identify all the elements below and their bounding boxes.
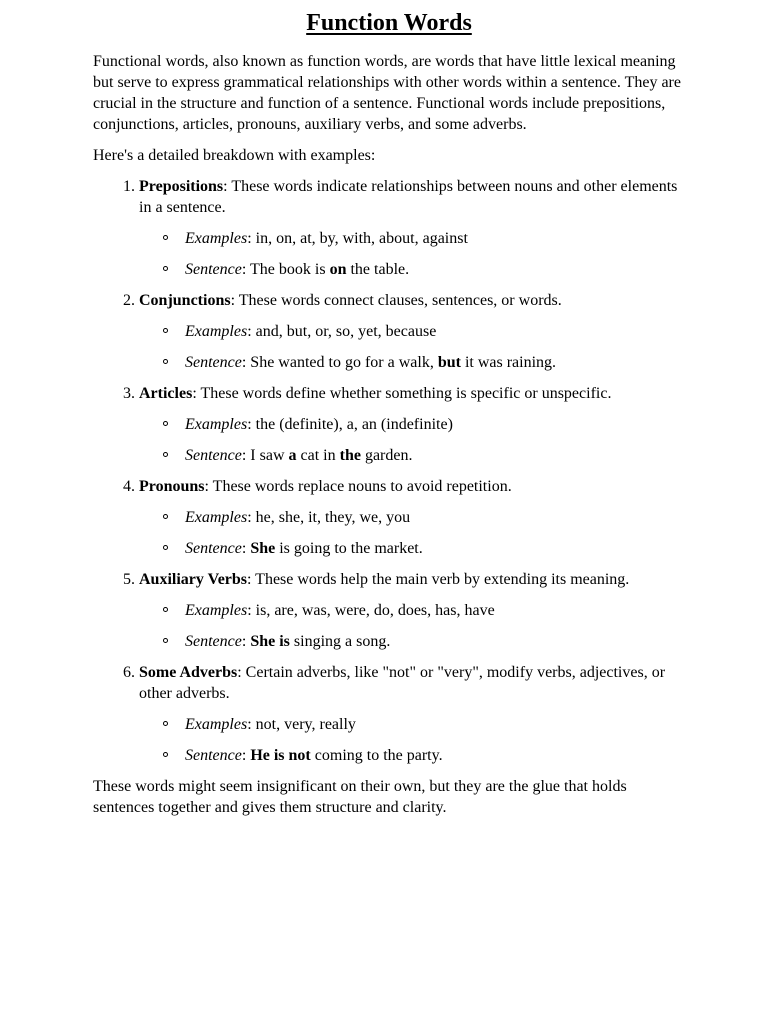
item-term: Some Adverbs: [139, 664, 238, 681]
examples-line: [139, 321, 685, 342]
item-term: Auxiliary Verbs: [139, 571, 248, 588]
document-page: [93, 8, 685, 818]
sentence-line: [139, 352, 685, 373]
sub-list: [139, 507, 685, 559]
sentence-label: Sentence: [185, 747, 242, 764]
circle-bullet-icon: [163, 638, 168, 643]
intro-paragraph: Functional words, also known as function words, are words that have little lexical meaning but serve to express grammatical relationships with other words within a sentence. They are crucial in the structure and function of a sentence. Functional words include prepositions, conjunctions, articles, pronouns, auxiliary verbs, and some adverbs.: [93, 53, 681, 133]
circle-bullet-icon: [163, 607, 168, 612]
item-number: 6.: [123, 664, 135, 681]
sentence-text: is going to the market.: [275, 540, 423, 557]
examples-text: : and, but, or, so, yet, because: [247, 323, 437, 340]
examples-label: Examples: [185, 323, 248, 340]
examples-line: [139, 228, 685, 249]
sentence-highlight: but: [437, 354, 461, 371]
item-description: : These words help the main verb by extending its meaning.: [247, 571, 630, 588]
item-description: : These words define whether something is specific or unspecific.: [192, 385, 612, 402]
circle-bullet-icon: [163, 721, 168, 726]
list-item-pronouns: [93, 476, 685, 559]
item-term: Pronouns: [139, 478, 205, 495]
sentence-label: Sentence: [185, 261, 242, 278]
sentence-label: Sentence: [185, 633, 242, 650]
sentence-line: [139, 259, 685, 280]
sentence-line: [139, 631, 685, 652]
item-number: 3.: [123, 385, 135, 402]
examples-label: Examples: [185, 602, 248, 619]
circle-bullet-icon: [163, 266, 168, 271]
examples-line: [139, 600, 685, 621]
sentence-label: Sentence: [185, 540, 242, 557]
examples-label: Examples: [185, 509, 248, 526]
sentence-text: : She wanted to go for a walk,: [241, 354, 438, 371]
sentence-highlight: She: [250, 540, 276, 557]
sentence-text: the table.: [346, 261, 410, 278]
item-number: 1.: [123, 178, 135, 195]
list-item-articles: [93, 383, 685, 466]
list-item-prepositions: [93, 176, 685, 280]
sentence-text: :: [241, 747, 251, 764]
item-term: Prepositions: [139, 178, 224, 195]
item-term: Conjunctions: [139, 292, 231, 309]
circle-bullet-icon: [163, 452, 168, 457]
item-number: 5.: [123, 571, 135, 588]
list-item-conjunctions: [93, 290, 685, 373]
examples-line: [139, 507, 685, 528]
sub-list: [139, 600, 685, 652]
sub-list: [139, 321, 685, 373]
sentence-label: Sentence: [185, 354, 242, 371]
page-title: Function Words: [306, 10, 472, 36]
sentence-text: it was raining.: [460, 354, 557, 371]
sentence-line: [139, 745, 685, 766]
sentence-highlight: She is: [250, 633, 290, 650]
item-term: Articles: [139, 385, 193, 402]
circle-bullet-icon: [163, 545, 168, 550]
item-number: 4.: [123, 478, 135, 495]
item-description: : These words connect clauses, sentences, or words.: [230, 292, 562, 309]
sentence-highlight: not: [288, 747, 311, 764]
circle-bullet-icon: [163, 514, 168, 519]
function-word-list: [93, 176, 685, 766]
item-description: : Certain adverbs, like "not" or "very", modify verbs, adjectives, or other adverbs.: [139, 664, 666, 702]
sentence-text: : I saw: [241, 447, 289, 464]
examples-line: [139, 414, 685, 435]
sentence-highlight: on: [329, 261, 347, 278]
circle-bullet-icon: [163, 359, 168, 364]
sentence-line: [139, 538, 685, 559]
sub-list: [139, 714, 685, 766]
sentence-text: : The book is: [241, 261, 330, 278]
examples-text: : not, very, really: [247, 716, 356, 733]
examples-label: Examples: [185, 230, 248, 247]
circle-bullet-icon: [163, 328, 168, 333]
examples-text: : he, she, it, they, we, you: [247, 509, 411, 526]
sentence-text: cat in: [296, 447, 340, 464]
lead-paragraph: Here's a detailed breakdown with examples:: [93, 147, 376, 164]
sentence-text: :: [241, 633, 251, 650]
sentence-text: singing a song.: [289, 633, 391, 650]
examples-line: [139, 714, 685, 735]
list-item-some-adverbs: [93, 662, 685, 766]
examples-text: : the (definite), a, an (indefinite): [247, 416, 453, 433]
sentence-text: :: [241, 540, 251, 557]
item-description: : These words replace nouns to avoid repetition.: [204, 478, 512, 495]
sentence-text: garden.: [360, 447, 413, 464]
sentence-highlight: the: [339, 447, 361, 464]
circle-bullet-icon: [163, 752, 168, 757]
list-item-auxiliary-verbs: [93, 569, 685, 652]
sentence-line: [139, 445, 685, 466]
sentence-highlight: He is: [250, 747, 285, 764]
sub-list: [139, 228, 685, 280]
item-description: : These words indicate relationships between nouns and other elements in a sentence.: [139, 178, 678, 216]
sub-list: [139, 414, 685, 466]
circle-bullet-icon: [163, 421, 168, 426]
closing-paragraph: These words might seem insignificant on their own, but they are the glue that holds sentences together and gives them structure and clarity.: [93, 778, 627, 816]
item-number: 2.: [123, 292, 135, 309]
sentence-label: Sentence: [185, 447, 242, 464]
sentence-text: coming to the party.: [310, 747, 443, 764]
examples-text: : is, are, was, were, do, does, has, have: [247, 602, 495, 619]
circle-bullet-icon: [163, 235, 168, 240]
sentence-highlight: a: [288, 447, 297, 464]
examples-label: Examples: [185, 416, 248, 433]
examples-text: : in, on, at, by, with, about, against: [247, 230, 468, 247]
examples-label: Examples: [185, 716, 248, 733]
